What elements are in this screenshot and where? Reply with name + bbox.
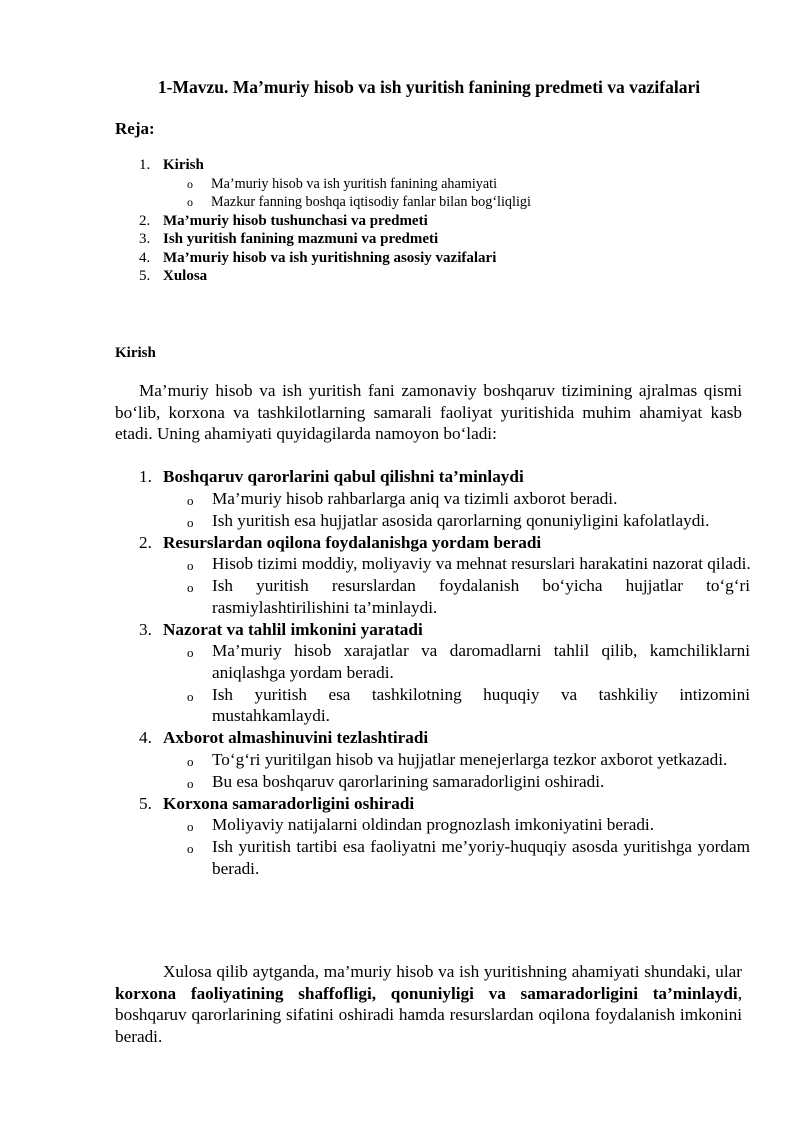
point-bullet [187, 749, 750, 771]
point-item [115, 466, 750, 532]
point-bullet-text: Ish yuritish esa hujjatlar asosida qarorlarning qonuniyligini kafolatlaydi. [212, 510, 710, 530]
conclusion-paragraph [115, 961, 742, 1047]
point-bullet-text: Ma’muriy hisob rahbarlarga aniq va tizimli axborot beradi. [212, 488, 618, 508]
bullet-icon: o [187, 558, 194, 573]
plan-heading: Reja: [115, 119, 155, 138]
plan-item [115, 156, 745, 175]
plan-subitem [115, 193, 745, 212]
plan-subitem [115, 175, 745, 194]
point-heading: Nazorat va tahlil imkonini yaratadi [163, 619, 423, 639]
point-number: 3. [139, 619, 152, 639]
intro-paragraph: Ma’muriy hisob va ish yuritish fani zamonaviy boshqaruv tizimining ajralmas qismi bo‘lib, korxona va tashkilotlarning samarali faoliyat yuritishida muhim ahamiyat kasb etadi. Uning ahamiyati quyidagilarda namoyon bo‘ladi: [115, 381, 742, 443]
plan-item-number: 1. [139, 157, 151, 173]
points-list [115, 466, 750, 880]
point-bullet [187, 684, 750, 728]
bullet-icon: o [187, 775, 194, 791]
point-heading: Boshqaruv qarorlarini qabul qilishni ta’minlaydi [163, 467, 524, 486]
bullet-icon: o [187, 645, 194, 660]
plan-subitem-label: Mazkur fanning boshqa iqtisodiy fanlar bilan bog‘liqligi [211, 194, 531, 210]
plan-item-label: Xulosa [163, 268, 208, 284]
bullet-icon: o [187, 819, 194, 834]
plan-item [115, 249, 745, 268]
bullet-icon: o [187, 492, 194, 508]
point-bullet [187, 575, 750, 619]
plan-item-label: Kirish [163, 157, 204, 173]
point-number: 4. [139, 728, 152, 747]
point-heading: Axborot almashinuvini tezlashtiradi [163, 728, 429, 747]
point-number: 5. [139, 793, 152, 813]
plan-item-number: 4. [139, 249, 151, 266]
page-title: 1-Mavzu. Ma’muriy hisob va ish yuritish fanining predmeti va vazifalari [157, 77, 701, 97]
plan-list [115, 156, 745, 286]
point-number: 1. [139, 467, 152, 486]
point-bullet [187, 771, 750, 793]
bullet-icon: o [187, 195, 193, 209]
plan-item [115, 267, 745, 286]
point-bullet-text: Ish yuritish tartibi esa faoliyatni me’yoriy-huquqiy asosda yuritishga yordam beradi. [212, 837, 750, 878]
point-heading: Korxona samaradorligini oshiradi [163, 793, 415, 813]
point-bullet [187, 836, 750, 880]
point-number: 2. [139, 532, 152, 552]
plan-item [115, 212, 745, 231]
bullet-icon: o [187, 688, 194, 704]
conclusion-text: Xulosa qilib aytganda, ma’muriy hisob va ish yuritishning ahamiyati shundaki, ular [163, 962, 742, 981]
bullet-icon: o [187, 580, 194, 595]
point-bullet [187, 510, 750, 532]
point-heading: Resurslardan oqilona foydalanishga yordam beradi [163, 532, 542, 552]
point-bullet [187, 553, 751, 575]
bullet-icon: o [187, 514, 194, 530]
point-bullet [187, 814, 750, 836]
plan-item-label: Ish yuritish fanining mazmuni va predmeti [163, 231, 439, 247]
point-bullet-text: Ma’muriy hisob xarajatlar va daromadlarni tahlil qilib, kamchiliklarni aniqlashga yordam beradi. [212, 641, 750, 682]
section-heading: Kirish [115, 345, 156, 361]
plan-item-label: Ma’muriy hisob tushunchasi va predmeti [163, 212, 428, 229]
plan-item-number: 2. [139, 212, 151, 229]
conclusion-emphasis: korxona faoliyatining shaffofligi, qonuniyligi va samaradorligini ta’minlaydi [115, 983, 738, 1003]
plan-item-number: 5. [139, 268, 151, 284]
plan-item [115, 230, 745, 249]
point-item [115, 727, 750, 793]
point-bullet-text: To‘g‘ri yuritilgan hisob va hujjatlar menejerlarga tezkor axborot yetkazadi. [212, 749, 728, 769]
point-item [115, 793, 750, 880]
point-bullet-text: Moliyaviy natijalarni oldindan prognozlash imkoniyatini beradi. [212, 815, 655, 834]
bullet-icon: o [187, 176, 193, 191]
point-item [115, 532, 750, 619]
plan-item-label: Ma’muriy hisob va ish yuritishning asosiy vazifalari [163, 249, 497, 266]
conclusion-text-end: , boshqaruv qarorlarining sifatini oshiradi hamda resurslardan oqilona foydalanish imkonini beradi. [115, 983, 742, 1046]
bullet-icon: o [187, 753, 194, 769]
plan-subitem-label: Ma’muriy hisob va ish yuritish fanining ahamiyati [211, 175, 498, 192]
point-bullet [187, 640, 750, 684]
point-bullet-text: Hisob tizimi moddiy, moliyaviy va mehnat resurslari harakatini nazorat qiladi. [212, 554, 751, 573]
point-bullet-text: Bu esa boshqaruv qarorlarining samaradorligini oshiradi. [212, 771, 605, 791]
plan-item-number: 3. [139, 231, 151, 247]
point-item [115, 619, 750, 728]
bullet-icon: o [187, 841, 194, 856]
point-bullet-text: Ish yuritish esa tashkilotning huquqiy va tashkiliy intizomini mustahkamlaydi. [212, 684, 750, 725]
point-bullet [187, 488, 750, 510]
point-bullet-text: Ish yuritish resurslardan foydalanish bo‘yicha hujjatlar to‘g‘ri rasmiylashtirilishini ta’minlaydi. [212, 576, 750, 617]
